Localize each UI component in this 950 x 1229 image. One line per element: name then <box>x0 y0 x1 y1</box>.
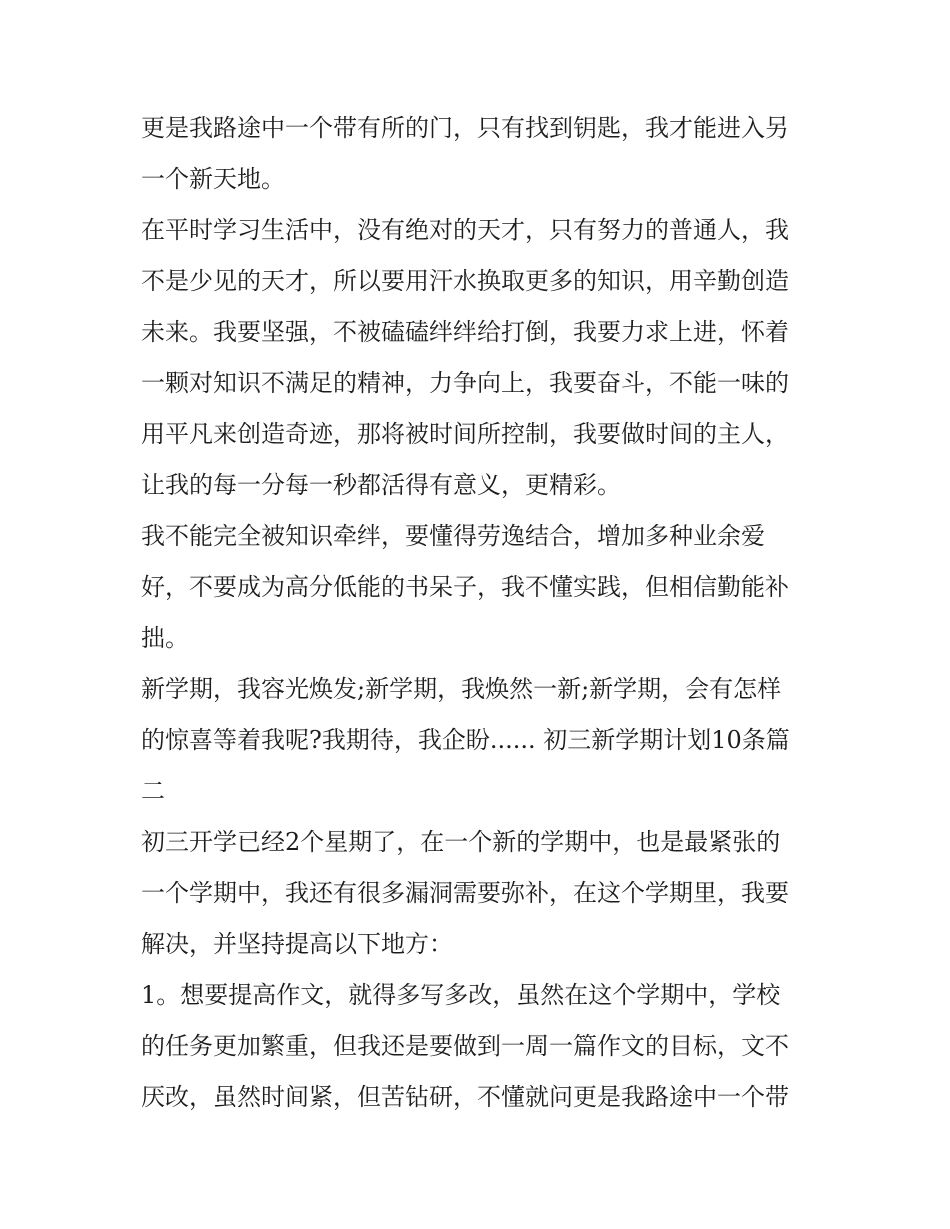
text-line: 一颗对知识不满足的精神，力争向上，我要奋斗，不能一味的 <box>141 369 789 397</box>
text-line: 一个新天地。 <box>141 165 285 193</box>
text-line: 让我的每一分每一秒都活得有意义，更精彩。 <box>141 471 621 499</box>
text-line: 1。想要提高作文，就得多写多改，虽然在这个学期中，学校 <box>141 981 781 1009</box>
text-line: 初三开学已经2个星期了，在一个新的学期中，也是最紧张的 <box>141 828 781 856</box>
text-line: 厌改，虽然时间紧，但苦钻研，不懂就问更是我路途中一个带 <box>141 1083 789 1111</box>
text-line: 的惊喜等着我呢?我期待，我企盼...... 初三新学期计划10条篇 <box>141 726 790 754</box>
text-line: 在平时学习生活中，没有绝对的天才，只有努力的普通人，我 <box>141 216 789 244</box>
text-line: 不是少见的天才，所以要用汗水换取更多的知识，用辛勤创造 <box>141 267 789 295</box>
text-line: 好，不要成为高分低能的书呆子，我不懂实践，但相信勤能补 <box>141 573 789 601</box>
text-line: 解决，并坚持提高以下地方： <box>141 930 453 958</box>
text-line: 更是我路途中一个带有所的门，只有找到钥匙，我才能进入另 <box>141 114 789 142</box>
text-line: 一个学期中，我还有很多漏洞需要弥补，在这个学期里，我要 <box>141 879 789 907</box>
text-line: 拙。 <box>141 624 189 652</box>
text-line: 新学期，我容光焕发;新学期，我焕然一新;新学期，会有怎样 <box>141 675 782 703</box>
text-line: 未来。我要坚强，不被磕磕绊绊给打倒，我要力求上进，怀着 <box>141 318 789 346</box>
body-text <box>141 103 821 1123</box>
text-line: 我不能完全被知识牵绊，要懂得劳逸结合，增加多种业余爱 <box>141 522 765 550</box>
text-line: 用平凡来创造奇迹，那将被时间所控制，我要做时间的主人， <box>141 420 789 448</box>
text-line: 二 <box>141 777 165 805</box>
text-line: 的任务更加繁重，但我还是要做到一周一篇作文的目标，文不 <box>141 1032 789 1060</box>
